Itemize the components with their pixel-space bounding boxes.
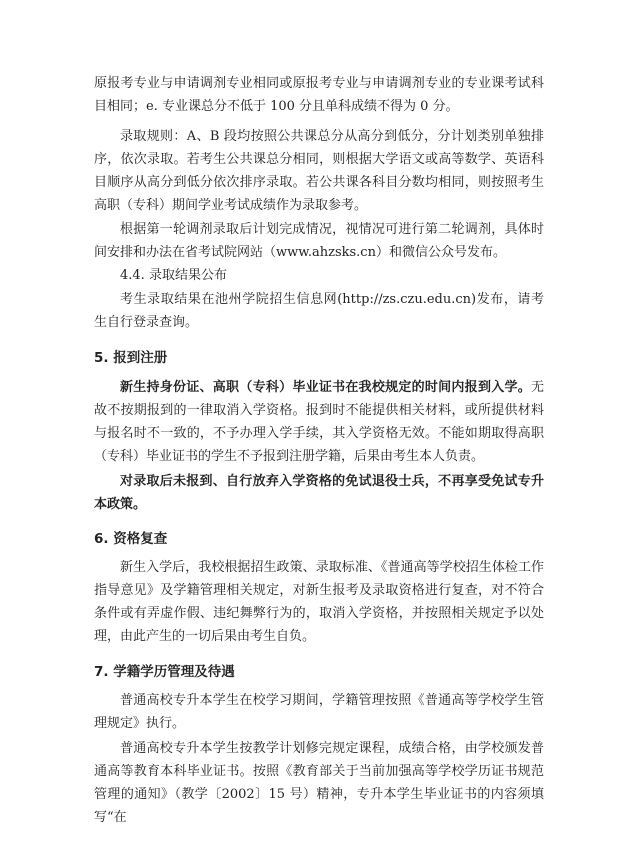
paragraph-veteran-notice: 对录取后未报到、自行放弃入学资格的免试退役士兵，不再享受免试专升本政策。 [94,474,544,512]
paragraph-results: 考生录取结果在池州学院招生信息网(http://zs.czu.edu.cn)发布，请考生自行登录查询。 [94,292,544,330]
registration-details: 无故不按期报到的一律取消入学资格。报到时不能提供相关材料，或所提供材料与报名时不一致的，不予办理入学手续，其入学资格无效。不能如期取得高职（专科）毕业证书的学生不予报到注册学籍，后果由考生本人负责。 [94,380,544,464]
paragraph-qualification-review: 新生入学后，我校根据招生政策、录取标准、《普通高等学校招生体检工作指导意见》及学籍管理相关规定，对新生报考及录取资格进行复查，对不符合条件或有弄虚作假、违纪舞弊行为的，取消入学资格，并按照相关规定予以处理，由此产生的一切后果由考生自负。 [94,560,544,644]
paragraph-student-management: 普通高校专升本学生在校学习期间，学籍管理按照《普通高等学校学生管理规定》执行。 [94,693,544,731]
registration-emphasis: 新生持身份证、高职（专科）毕业证书在我校规定的时间内报到入学。 [120,380,531,395]
heading-student-status: 7. 学籍学历管理及待遇 [94,664,235,680]
subheading-results: 4.4. 录取结果公布 [120,268,227,283]
paragraph-admission-rules: 录取规则：A、B 段均按照公共课总分从高分到低分，分计划类别单独排序，依次录取。若考生公共课总分相同，则根据大学语文或高等数学、英语科目顺序从高分到低分依次排序录取。若公共课各科目分数均相同，则按照考生高职（专科）期间学业考试成绩作为录取参考。 [94,129,544,213]
paragraph-graduation-certificate: 普通高校专升本学生按教学计划修完规定课程，成绩合格，由学校颁发普通高等教育本科毕业证书。按照《教育部关于当前加强高等学校学历证书规范管理的通知》（教学〔2002〕15 号）精神，专升本学生毕业证书的内容须填写“在 [94,741,544,825]
heading-qualification-review: 6. 资格复查 [94,531,168,547]
heading-registration: 5. 报到注册 [94,350,168,366]
paragraph-registration [94,376,544,468]
paragraph-eligibility-end: 原报考专业与申请调剂专业相同或原报考专业与申请调剂专业的专业课考试科目相同；e. 专业课总分不低于 100 分且单科成绩不得为 0 分。 [94,76,544,114]
paragraph-second-round: 根据第一轮调剂录取后计划完成情况，视情况可进行第二轮调剂，具体时间安排和办法在省考试院网站（www.ahzsks.cn）和微信公众号发布。 [94,222,544,260]
